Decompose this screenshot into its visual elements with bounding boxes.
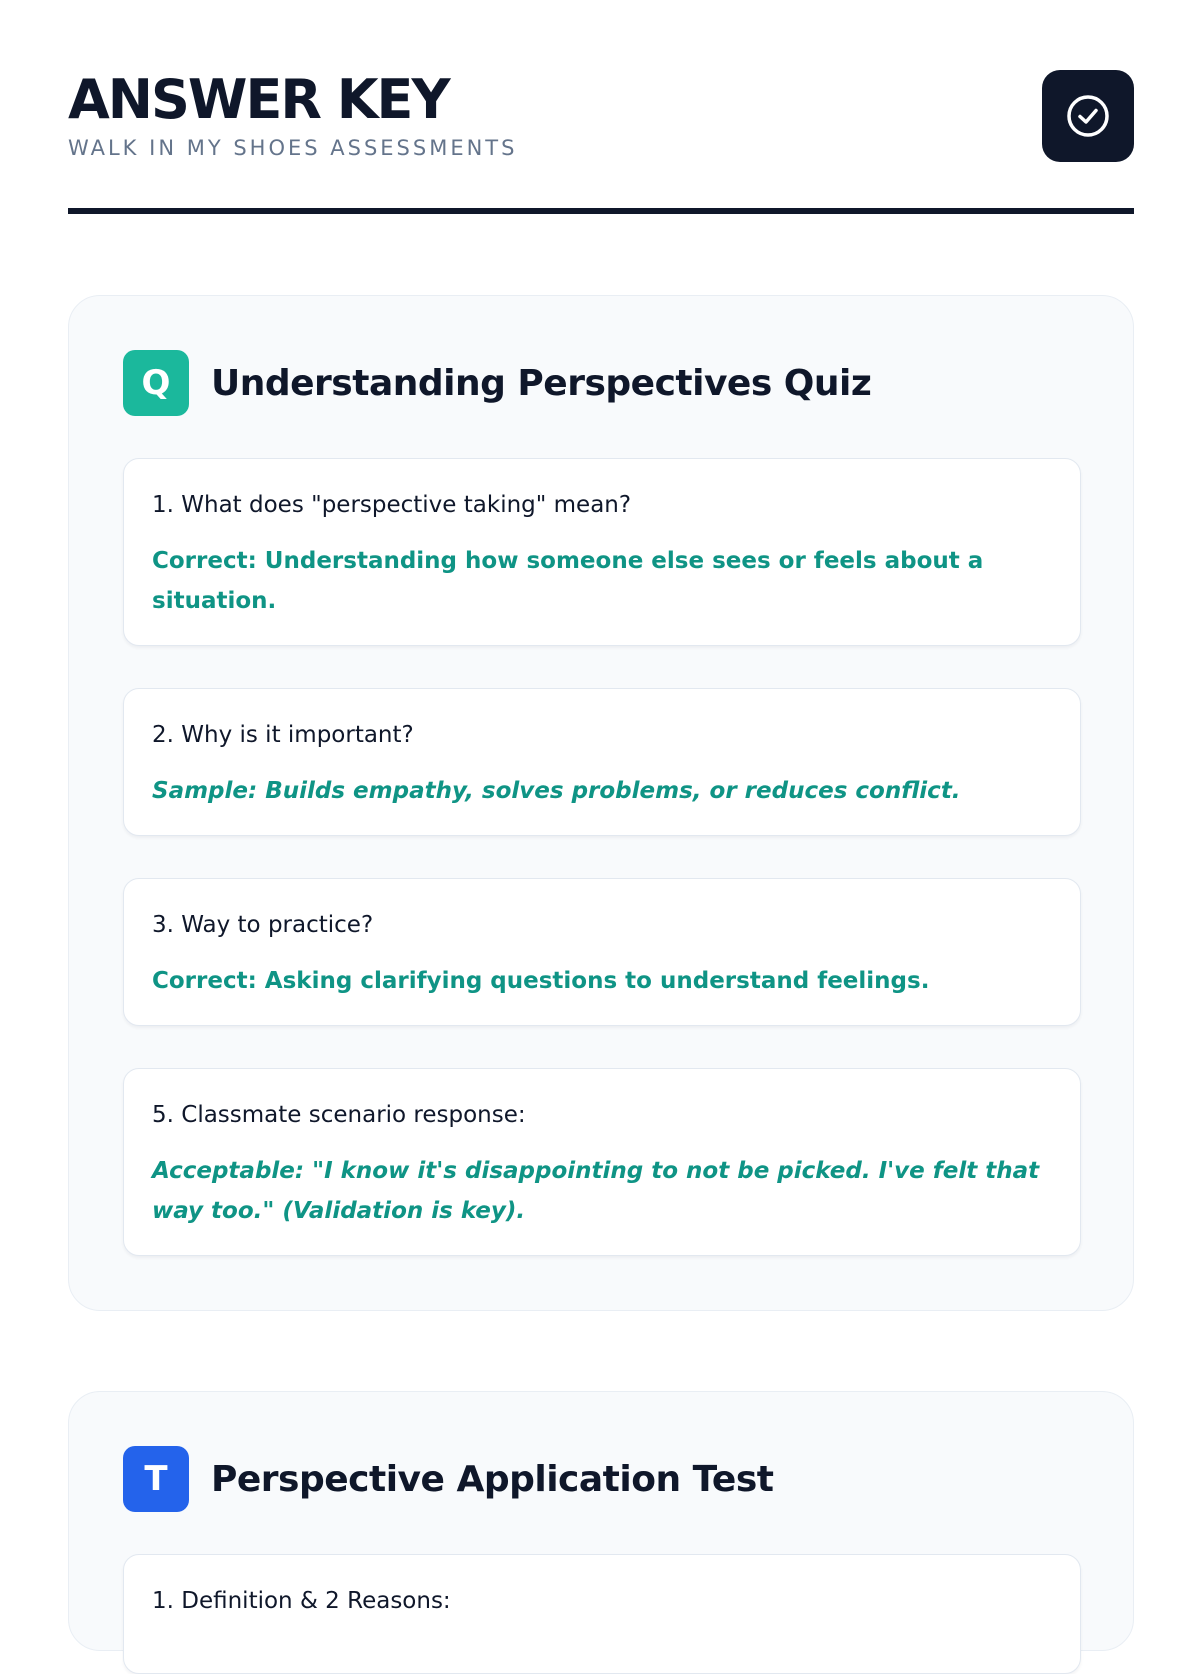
check-circle-icon — [1065, 93, 1111, 139]
test-section — [68, 1391, 1134, 1651]
answer-text: Acceptable: "I know it's disappointing to not be picked. I've felt that way too." (Validation is key). — [152, 1158, 1040, 1224]
question-text: 2. Why is it important? — [152, 722, 414, 748]
question-text: 5. Classmate scenario response: — [152, 1102, 526, 1128]
answer-card — [123, 688, 1081, 836]
question-text: 1. Definition & 2 Reasons: — [152, 1588, 451, 1614]
page-title: ANSWER KEY — [68, 68, 449, 131]
page-header — [68, 70, 1134, 214]
quiz-section — [68, 295, 1134, 1311]
answer-text: Correct: Asking clarifying questions to understand feelings. — [152, 968, 930, 994]
test-letter-icon: T — [123, 1446, 189, 1512]
test-section-header — [123, 1446, 773, 1512]
test-section-title: Perspective Application Test — [211, 1458, 774, 1500]
page-subtitle: WALK IN MY SHOES ASSESSMENTS — [68, 136, 518, 160]
question-text: 3. Way to practice? — [152, 912, 374, 938]
answer-text: Sample: Builds empathy, solves problems, or reduces conflict. — [152, 778, 961, 804]
quiz-section-header — [123, 350, 871, 416]
answer-card — [123, 1554, 1081, 1674]
check-badge — [1042, 70, 1134, 162]
answer-card — [123, 1068, 1081, 1256]
quiz-letter-icon: Q — [123, 350, 189, 416]
question-text: 1. What does "perspective taking" mean? — [152, 492, 632, 518]
quiz-section-title: Understanding Perspectives Quiz — [211, 362, 872, 404]
answer-card — [123, 878, 1081, 1026]
answer-text: Correct: Understanding how someone else sees or feels about a situation. — [152, 548, 984, 614]
answer-card — [123, 458, 1081, 646]
